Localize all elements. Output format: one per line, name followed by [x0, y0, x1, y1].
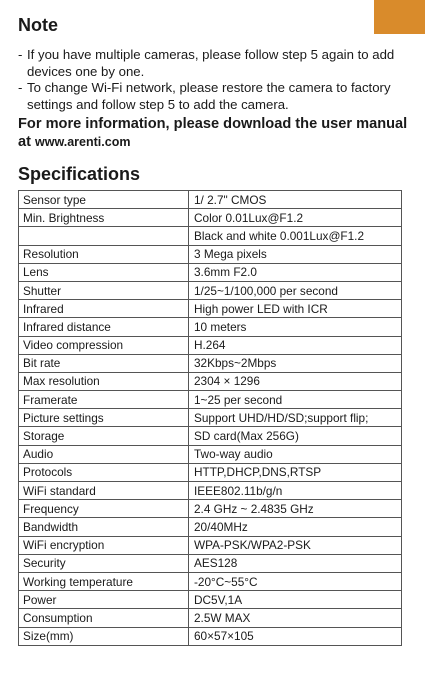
- spec-key: Infrared: [19, 300, 189, 318]
- spec-value: DC5V,1A: [189, 591, 402, 609]
- spec-key: Framerate: [19, 391, 189, 409]
- spec-key: Max resolution: [19, 372, 189, 390]
- spec-key: Working temperature: [19, 572, 189, 590]
- spec-value: WPA-PSK/WPA2-PSK: [189, 536, 402, 554]
- spec-row: [19, 572, 402, 590]
- spec-key: Consumption: [19, 609, 189, 627]
- specifications-heading: Specifications: [18, 164, 141, 184]
- spec-value: -20°C~55°C: [189, 572, 402, 590]
- spec-value: AES128: [189, 554, 402, 572]
- spec-row: [19, 554, 402, 572]
- spec-key: Shutter: [19, 281, 189, 299]
- spec-row: [19, 500, 402, 518]
- spec-value: Support UHD/HD/SD;support flip;: [189, 409, 402, 427]
- corner-color-tab: [374, 0, 425, 34]
- spec-key: Picture settings: [19, 409, 189, 427]
- spec-row: [19, 227, 402, 245]
- specifications-table-body: [19, 191, 402, 646]
- note-item-text: If you have multiple cameras, please follow step 5 again to add devices one by one.: [27, 47, 395, 79]
- spec-row: [19, 445, 402, 463]
- spec-value: Color 0.01Lux@F1.2: [189, 209, 402, 227]
- spec-key: Size(mm): [19, 627, 189, 645]
- spec-value: High power LED with ICR: [189, 300, 402, 318]
- spec-row: [19, 372, 402, 390]
- spec-value: 1/25~1/100,000 per second: [189, 281, 402, 299]
- spec-value: H.264: [189, 336, 402, 354]
- spec-row: [19, 263, 402, 281]
- spec-row: [19, 245, 402, 263]
- spec-row: [19, 463, 402, 481]
- spec-row: [19, 482, 402, 500]
- spec-value: Black and white 0.001Lux@F1.2: [189, 227, 402, 245]
- spec-row: [19, 354, 402, 372]
- spec-value: 1/ 2.7" CMOS: [189, 191, 402, 209]
- spec-key: Frequency: [19, 500, 189, 518]
- spec-row: [19, 391, 402, 409]
- spec-row: [19, 300, 402, 318]
- note-dash: -: [18, 47, 23, 62]
- note-list: [18, 47, 408, 113]
- spec-key: Power: [19, 591, 189, 609]
- spec-key: Resolution: [19, 245, 189, 263]
- note-item-text: To change Wi-Fi network, please restore the camera to factory settings and follow step 5 to add the camera.: [27, 80, 391, 112]
- spec-row: [19, 281, 402, 299]
- spec-row: [19, 536, 402, 554]
- spec-row: [19, 627, 402, 645]
- spec-key: Sensor type: [19, 191, 189, 209]
- spec-value: 2.5W MAX: [189, 609, 402, 627]
- spec-row: [19, 427, 402, 445]
- note-dash: -: [18, 80, 23, 95]
- spec-value: 32Kbps~2Mbps: [189, 354, 402, 372]
- spec-row: [19, 209, 402, 227]
- spec-key: Bit rate: [19, 354, 189, 372]
- spec-key: Security: [19, 554, 189, 572]
- spec-value: Two-way audio: [189, 445, 402, 463]
- more-info-paragraph: [18, 115, 413, 151]
- spec-row: [19, 336, 402, 354]
- spec-key: Audio: [19, 445, 189, 463]
- manual-url-link[interactable]: www.arenti.com: [35, 135, 131, 149]
- specifications-table: [18, 190, 402, 646]
- spec-key: Lens: [19, 263, 189, 281]
- spec-key: Video compression: [19, 336, 189, 354]
- spec-row: [19, 609, 402, 627]
- spec-value: 2.4 GHz ~ 2.4835 GHz: [189, 500, 402, 518]
- spec-row: [19, 409, 402, 427]
- spec-value: SD card(Max 256G): [189, 427, 402, 445]
- spec-value: 60×57×105: [189, 627, 402, 645]
- spec-key: [19, 227, 189, 245]
- spec-value: 1~25 per second: [189, 391, 402, 409]
- note-heading: Note: [18, 15, 58, 35]
- note-item: [18, 80, 408, 113]
- spec-key: Storage: [19, 427, 189, 445]
- spec-key: Bandwidth: [19, 518, 189, 536]
- note-item: [18, 47, 408, 80]
- spec-key: WiFi standard: [19, 482, 189, 500]
- spec-row: [19, 318, 402, 336]
- spec-value: 10 meters: [189, 318, 402, 336]
- spec-row: [19, 518, 402, 536]
- spec-value: 20/40MHz: [189, 518, 402, 536]
- spec-value: 3 Mega pixels: [189, 245, 402, 263]
- spec-value: 2304 × 1296: [189, 372, 402, 390]
- spec-key: WiFi encryption: [19, 536, 189, 554]
- spec-row: [19, 591, 402, 609]
- spec-key: Protocols: [19, 463, 189, 481]
- spec-value: IEEE802.11b/g/n: [189, 482, 402, 500]
- spec-value: 3.6mm F2.0: [189, 263, 402, 281]
- spec-row: [19, 191, 402, 209]
- spec-key: Min. Brightness: [19, 209, 189, 227]
- spec-value: HTTP,DHCP,DNS,RTSP: [189, 463, 402, 481]
- more-info-text: For more information, please download the user manual at: [18, 116, 408, 150]
- spec-key: Infrared distance: [19, 318, 189, 336]
